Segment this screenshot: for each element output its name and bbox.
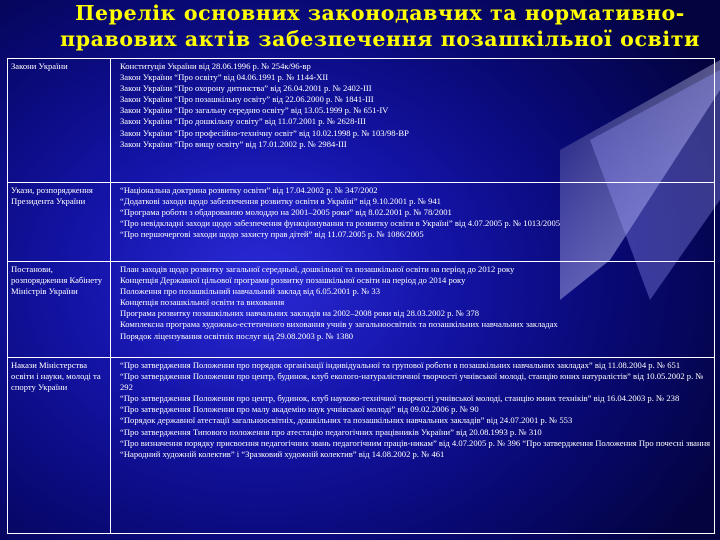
list-item: Програма розвитку позашкільних навчальних закладів на 2002–2008 роки від 28.03.2002 р. № 378 <box>120 308 479 319</box>
list-item: “Про визначення порядку присвоєння педагогічних звань педагогічним праців-никам” від 4.07.2005 р. № 396 “Про затвердження Положення Про почесні звання “Народний художній колектив” і “Зразковий художній колектив” від 14.08.2002 р. № 461 <box>120 437 711 459</box>
list-item: Закон України “Про позашкільну освіту” від 22.06.2000 р. № 1841-III <box>120 94 374 105</box>
category-cell: Укази, розпорядження Президента України <box>8 183 111 262</box>
list-item: “Про затвердження Положення про центр, будинок, клуб науково-технічної творчості учнівської молоді, станцію юних техніків” від 16.04.2003 р. № 238 <box>120 393 680 404</box>
category-cell: Накази Міністерства освіти і науки, молоді та спорту України <box>8 358 111 534</box>
list-item: “Про затвердження Положення про центр, будинок, клуб еколого-натуралістичної творчості учнівської молоді, станцію юних натуралістів” від 10.05.2002 р. № 292 <box>120 371 704 393</box>
documents-cell <box>111 183 715 262</box>
list-item: “Додаткові заходи щодо забезпечення розвитку освіти в Україні” від 9.10.2001 р. № 941 <box>120 196 441 207</box>
list-item: Положення про позашкільний навчальний заклад від 6.05.2001 р. № 33 <box>120 286 381 297</box>
list-item: “Про затвердження Положення про порядок організації індивідуальної та групової роботи в позашкільних навчальних закладах” від 11.08.2004 р. № 651 <box>120 360 681 370</box>
page-title-line-2: правових актів забезпечення позашкільної освіти <box>60 27 700 51</box>
table-row <box>8 59 715 183</box>
documents-cell <box>111 358 715 534</box>
list-item: Закон України “Про охорону дитинства” від 26.04.2001 р. № 2402-III <box>120 83 372 94</box>
list-item: “Про затвердження Типового положення про атестацію педагогічних працівників України” від 20.08.1993 р. № 310 <box>120 426 542 437</box>
category-cell: Постанови, розпорядження Кабінету Міністрів України <box>8 262 111 358</box>
list-item: “Про затвердження Положення про малу академію наук учнівської молоді” від 09.02.2006 р. № 90 <box>120 404 479 415</box>
category-cell: Закони України <box>8 59 111 183</box>
table-row <box>8 262 715 358</box>
list-item: Порядок ліцензування освітніх послуг від 29.08.2003 р. № 1380 <box>120 330 354 341</box>
list-item: Закон України “Про загальну середню освіту” від 13.05.1999 р. № 651-IV <box>120 105 389 116</box>
list-item: Концепція позашкільної освіти та виховання <box>120 297 285 308</box>
table-row <box>8 183 715 262</box>
list-item: Закон України “Про професійно-технічну освіт” від 10.02.1998 р. № 103/98-ВР <box>120 127 409 138</box>
list-item: Комплексна програма художньо-естетичного виховання учнів у загальноосвітніх та позашкільних навчальних закладах <box>120 319 558 330</box>
list-item: Закон України “Про освіту” від 04.06.1991 р. № 1144-XII <box>120 72 329 83</box>
list-item: План заходів щодо розвитку загальної середньої, дошкільної та позашкільної освіти на період до 2012 року <box>120 264 515 274</box>
list-item: Закон України “Про дошкільну освіту” від 11.07.2001 р. № 2628-III <box>120 116 366 127</box>
list-item: “Про невідкладні заходи щодо забезпечення функціонування та розвитку освіти в Україні” від 4.07.2005 р. № 1013/2005 <box>120 218 561 229</box>
list-item: Закон України “Про вищу освіту” від 17.01.2002 р. № 2984-III <box>120 138 347 149</box>
list-item: “Національна доктрина розвитку освіти” від 17.04.2002 р. № 347/2002 <box>120 185 378 195</box>
list-item: “Про першочергові заходи щодо захисту прав дітей” від 11.07.2005 р. № 1086/2005 <box>120 229 424 240</box>
list-item: “Порядок державної атестації загальноосвітніх, дошкільних та позашкільних навчальних закладів” від 24.07.2001 р. № 553 <box>120 415 573 426</box>
page-title-line-1: Перелік основних законодавчих та нормативно- <box>75 1 685 25</box>
documents-cell <box>111 59 715 183</box>
list-item: Конституція України від 28.06.1996 р. № 254к/96-вр <box>120 61 311 71</box>
list-item: “Програма роботи з обдарованою молоддю на 2001–2005 роки” від 8.02.2001 р. № 78/2001 <box>120 207 452 218</box>
documents-cell <box>111 262 715 358</box>
legal-acts-table <box>7 58 715 534</box>
table-row <box>8 358 715 534</box>
page-title <box>0 0 720 52</box>
list-item: Концепція Державної цільової програми розвитку позашкільної освіти на період до 2014 року <box>120 275 466 286</box>
